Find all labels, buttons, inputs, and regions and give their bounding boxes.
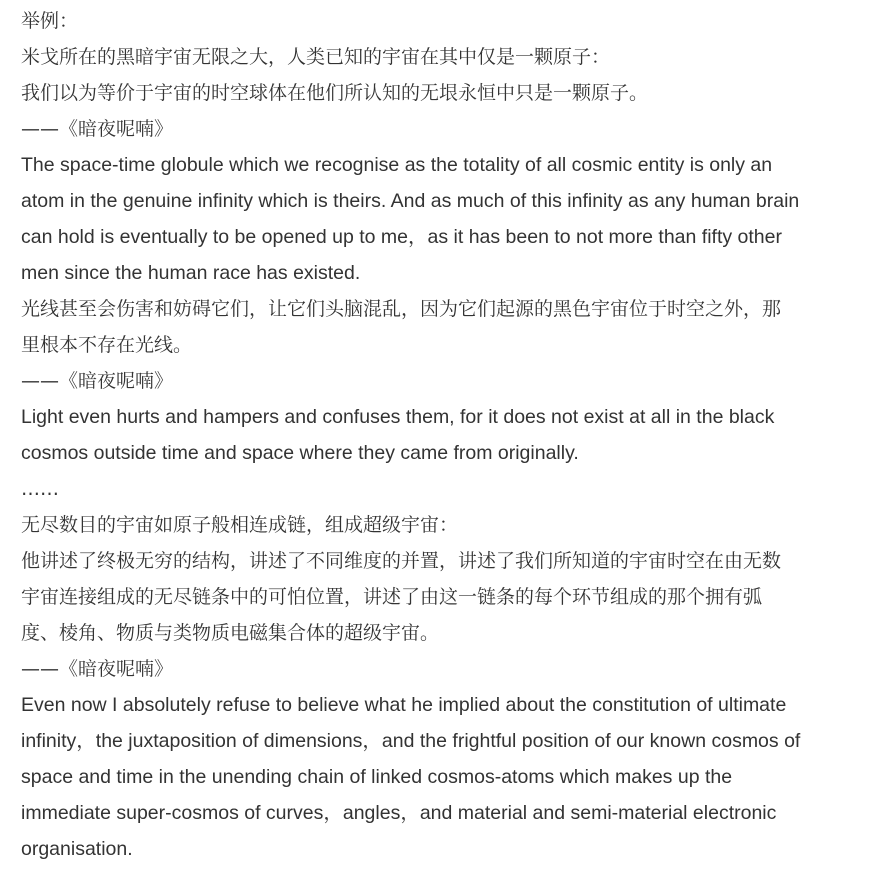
- zh-paragraph-line: 光线甚至会伤害和妨碍它们，让它们头脑混乱，因为它们起源的黑色宇宙位于时空之外，那: [21, 298, 782, 320]
- zh-paragraph-line: 我们以为等价于宇宙的时空球体在他们所认知的无垠永恒中只是一颗原子。: [21, 82, 649, 104]
- en-paragraph-line: Light even hurts and hampers and confuses them, for it does not exist at all in the black: [21, 406, 775, 428]
- en-paragraph-line: infinity，the juxtaposition of dimensions，and the frightful position of our known cosmos of: [21, 730, 801, 752]
- source-citation: ——《暗夜呢喃》: [21, 118, 174, 140]
- zh-paragraph-line: 米戈所在的黑暗宇宙无限之大，人类已知的宇宙在其中仅是一颗原子：: [21, 46, 611, 68]
- en-paragraph-line: The space-time globule which we recognise as the totality of all cosmic entity is only an: [21, 154, 773, 176]
- document-body: [21, 0, 866, 867]
- heading-example: 举例：: [21, 10, 79, 32]
- en-paragraph-line: Even now I absolutely refuse to believe what he implied about the constitution of ultimate: [21, 694, 787, 716]
- en-paragraph-line: immediate super-cosmos of curves，angles，and material and semi-material electronic: [21, 802, 777, 824]
- en-paragraph-line: atom in the genuine infinity which is theirs. And as much of this infinity as any human brain: [21, 190, 800, 212]
- zh-paragraph-line: 里根本不存在光线。: [21, 334, 193, 356]
- en-paragraph-line: cosmos outside time and space where they came from originally.: [21, 442, 579, 464]
- zh-paragraph-line: 度、棱角、物质与类物质电磁集合体的超级宇宙。: [21, 622, 440, 644]
- en-paragraph-line: men since the human race has existed.: [21, 262, 361, 284]
- zh-paragraph-line: 无尽数目的宇宙如原子般相连成链，组成超级宇宙：: [21, 514, 459, 536]
- zh-paragraph-line: 他讲述了终极无穷的结构，讲述了不同维度的并置，讲述了我们所知道的宇宙时空在由无数: [21, 550, 782, 572]
- zh-paragraph-line: 宇宙连接组成的无尽链条中的可怕位置，讲述了由这一链条的每个环节组成的那个拥有弧: [21, 586, 763, 608]
- source-citation: ——《暗夜呢喃》: [21, 370, 174, 392]
- en-paragraph-line: organisation.: [21, 838, 133, 860]
- en-paragraph-line: space and time in the unending chain of linked cosmos-atoms which makes up the: [21, 766, 733, 788]
- source-citation: ——《暗夜呢喃》: [21, 658, 174, 680]
- ellipsis-separator: ……: [21, 478, 59, 500]
- en-paragraph-line: can hold is eventually to be opened up to me，as it has been to not more than fifty other: [21, 226, 782, 248]
